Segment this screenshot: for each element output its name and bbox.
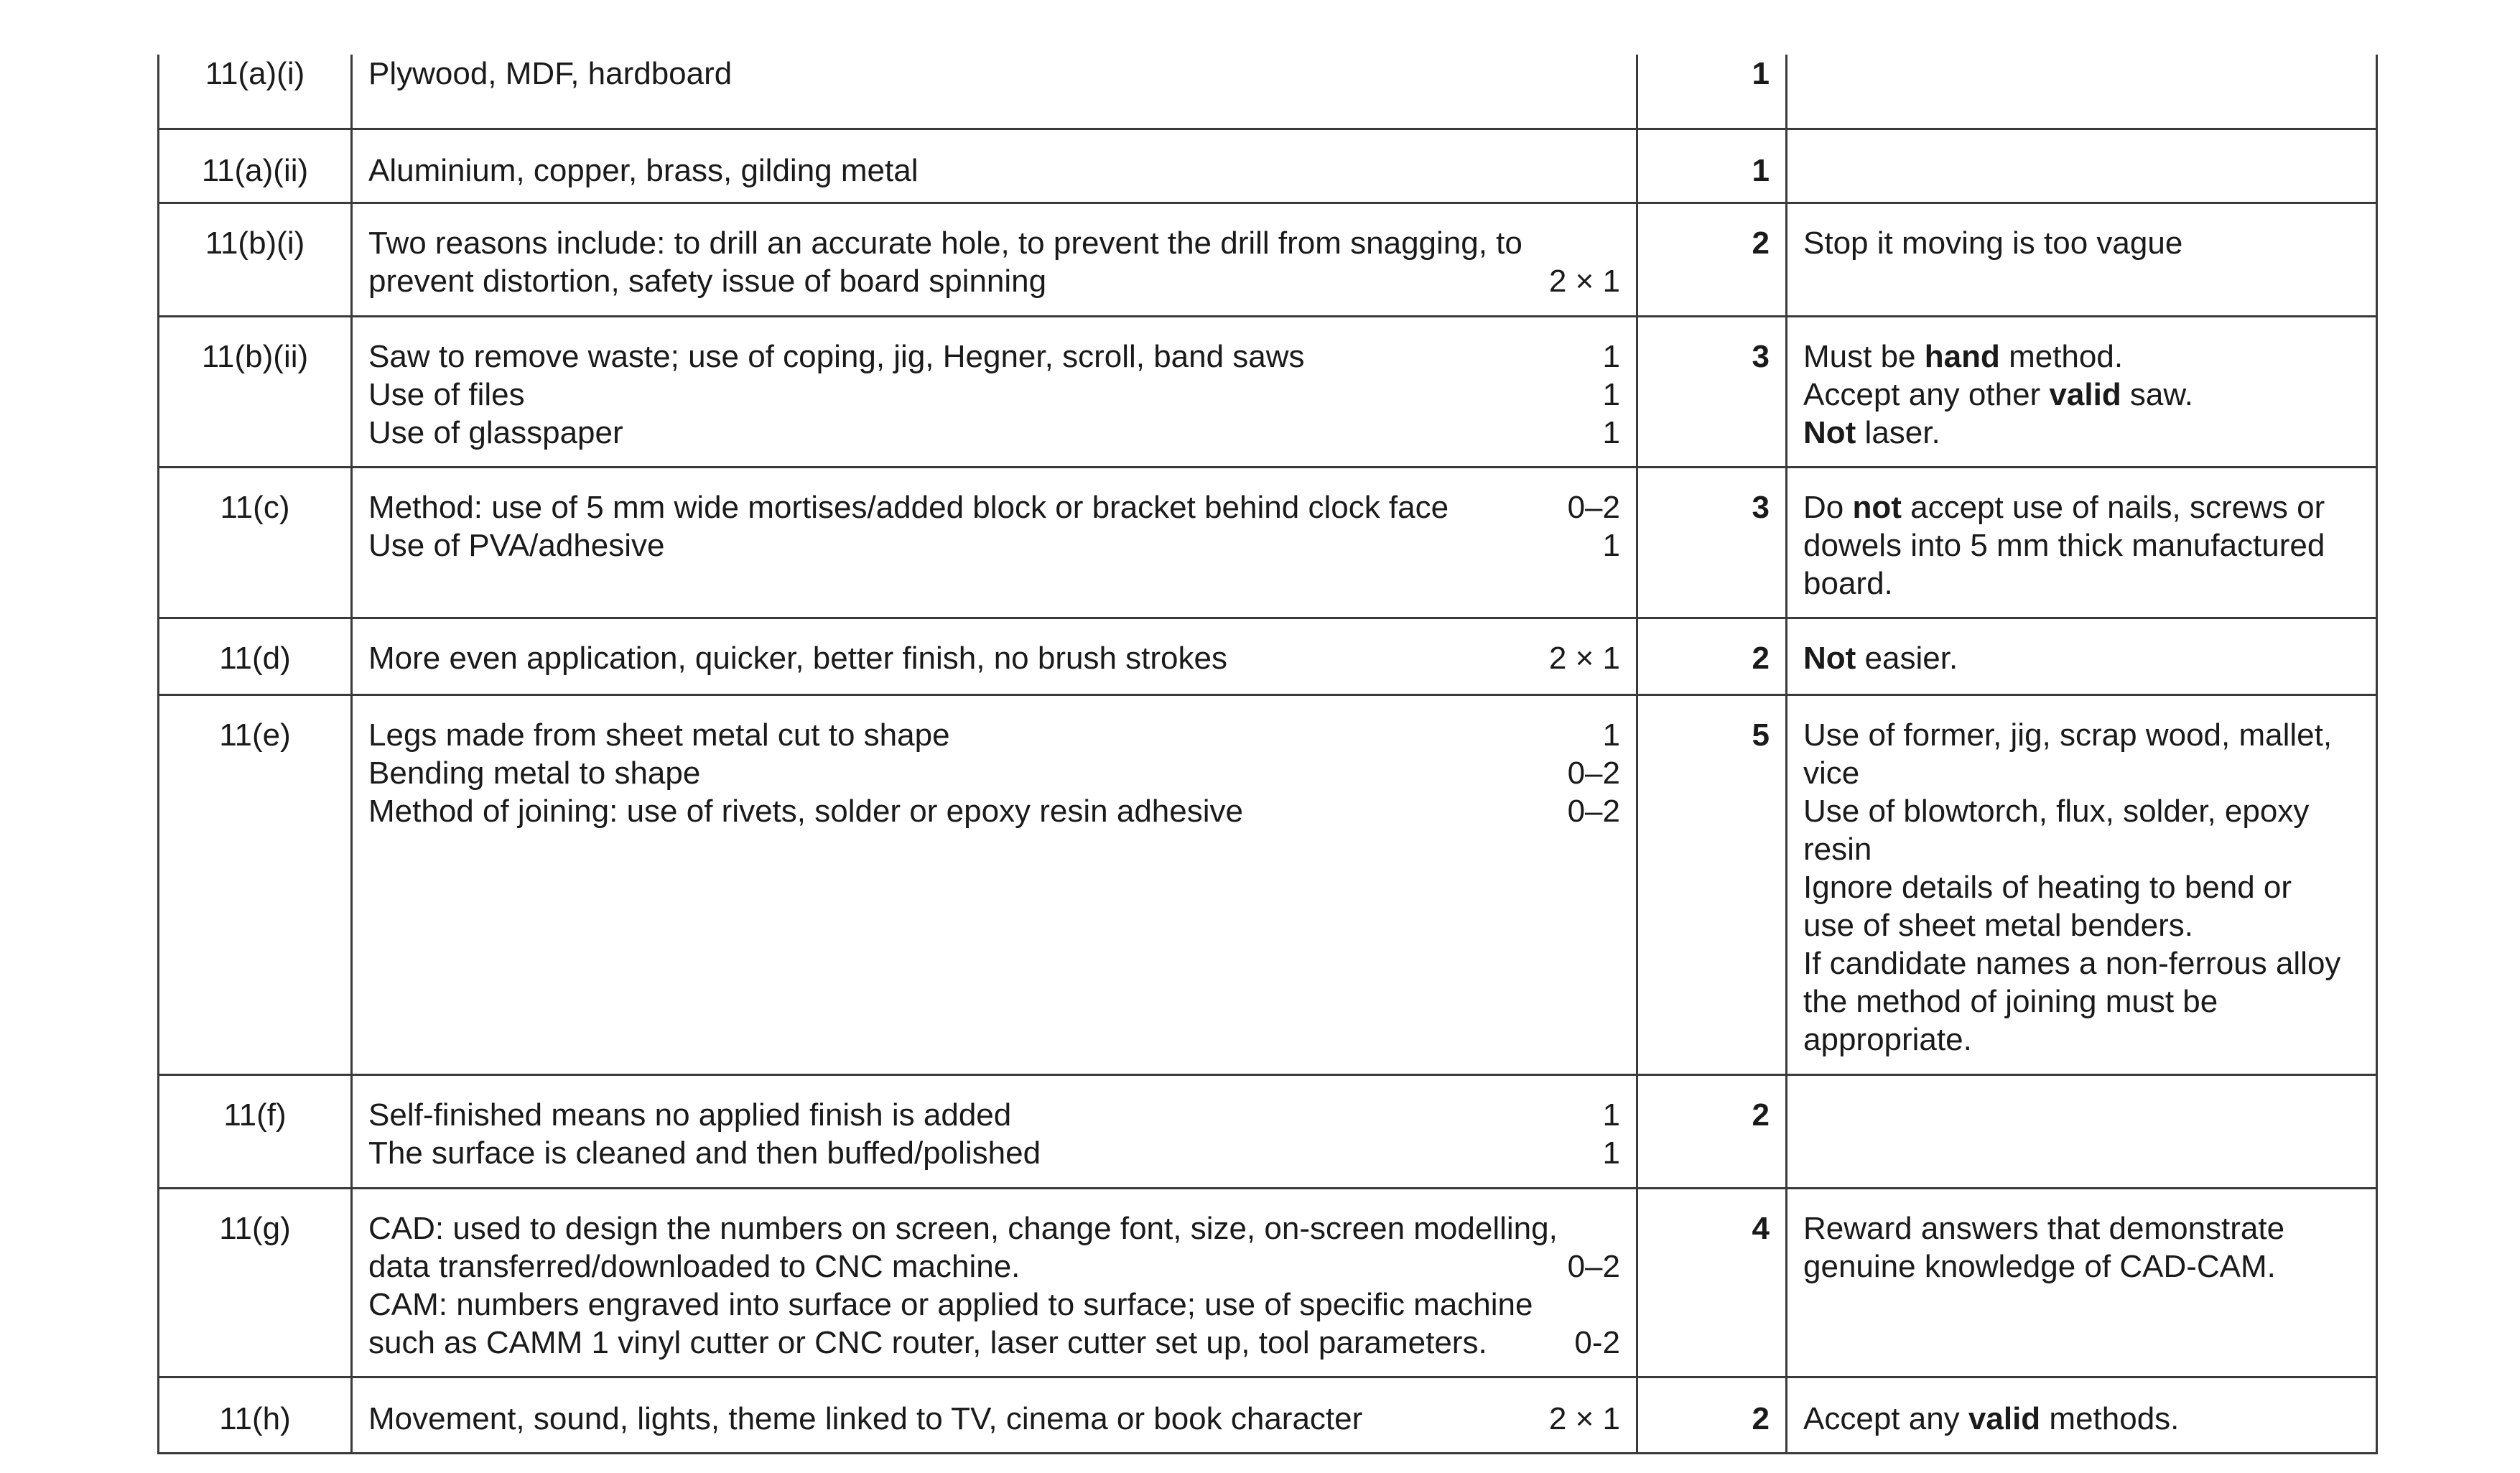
- guidance-line: [1803, 868, 2360, 906]
- answer-line: [368, 639, 1620, 677]
- guidance-cell: [1787, 1377, 2377, 1453]
- answer-text: CAD: used to design the numbers on screen, change font, size, on-screen modelling,: [368, 1210, 1558, 1246]
- answer-cell: [352, 129, 1637, 203]
- guidance-text: dowels into 5 mm thick manufactured: [1803, 527, 2325, 563]
- guidance-line: [1803, 338, 2360, 376]
- answer-line: [368, 1247, 1620, 1286]
- marks-cell: 2: [1637, 1377, 1787, 1453]
- guidance-line: [1803, 754, 2360, 792]
- answer-line: [368, 262, 1620, 300]
- answer-cell: [352, 694, 1637, 1074]
- guidance-line: [1803, 982, 2360, 1021]
- guidance-cell: [1787, 129, 2377, 203]
- answer-text: The surface is cleaned and then buffed/polished: [368, 1135, 1041, 1171]
- table-row: [159, 1074, 2377, 1188]
- guidance-text: board.: [1803, 565, 1893, 601]
- guidance-text: Accept any: [1803, 1400, 1968, 1436]
- guidance-emphasis: valid: [1968, 1400, 2041, 1436]
- answer-cell: [352, 1188, 1637, 1377]
- answer-text: Use of PVA/adhesive: [368, 527, 665, 563]
- answer-mark: 2 × 1: [1548, 263, 1620, 299]
- guidance-line: [1803, 224, 2360, 262]
- answer-text: Bending metal to shape: [368, 755, 701, 791]
- answer-text: such as CAMM 1 vinyl cutter or CNC router, laser cutter set up, tool parameters.: [368, 1324, 1487, 1360]
- guidance-line: [1803, 414, 2360, 452]
- guidance-text: method.: [1999, 338, 2124, 374]
- guidance-text: Must be: [1803, 338, 1925, 374]
- answer-mark: 1: [1602, 717, 1620, 753]
- marks-cell: 4: [1637, 1188, 1787, 1377]
- question-number: 11(h): [159, 1377, 352, 1453]
- answer-mark: 1: [1602, 414, 1620, 450]
- marks-cell: 1: [1637, 129, 1787, 203]
- guidance-cell: [1787, 1188, 2377, 1377]
- answer-cell: [352, 618, 1637, 694]
- guidance-line: [1803, 376, 2360, 414]
- answer-line: [368, 716, 1620, 754]
- guidance-text: Use of blowtorch, flux, solder, epoxy: [1803, 793, 2310, 829]
- guidance-text: laser.: [1856, 414, 1940, 450]
- guidance-cell: [1787, 694, 2377, 1074]
- table-row: [159, 1188, 2377, 1377]
- mark-scheme-table: [157, 55, 2378, 1454]
- answer-text: CAM: numbers engraved into surface or applied to surface; use of specific machine: [368, 1286, 1533, 1322]
- answer-line: [368, 792, 1620, 830]
- guidance-line: [1803, 526, 2360, 564]
- guidance-line: [1803, 1247, 2360, 1286]
- guidance-emphasis: hand: [1924, 338, 2000, 374]
- answer-text: Legs made from sheet metal cut to shape: [368, 717, 950, 753]
- marks-cell: 2: [1637, 1074, 1787, 1188]
- guidance-text: Do: [1803, 489, 1853, 525]
- answer-line: [368, 526, 1620, 564]
- answer-cell: [352, 1074, 1637, 1188]
- guidance-emphasis: valid: [2049, 376, 2121, 412]
- answer-mark: 2 × 1: [1548, 1400, 1620, 1436]
- question-number: 11(g): [159, 1188, 352, 1377]
- answer-mark: 2 × 1: [1548, 640, 1620, 676]
- answer-cell: [352, 1377, 1637, 1453]
- guidance-cell: [1787, 316, 2377, 467]
- guidance-text: resin: [1803, 831, 1872, 867]
- guidance-text: Reward answers that demonstrate: [1803, 1210, 2285, 1246]
- answer-mark: 1: [1602, 338, 1620, 374]
- guidance-text: saw.: [2121, 376, 2193, 412]
- guidance-text: accept use of nails, screws or: [1901, 489, 2325, 525]
- guidance-text: the method of joining must be: [1803, 983, 2218, 1019]
- answer-mark: 1: [1602, 1135, 1620, 1171]
- answer-mark: 0-2: [1574, 1324, 1620, 1360]
- answer-text: prevent distortion, safety issue of board spinning: [368, 263, 1047, 299]
- question-number: 11(a)(ii): [159, 129, 352, 203]
- question-number: 11(b)(i): [159, 203, 352, 316]
- mark-scheme-rows: [159, 55, 2377, 1453]
- answer-mark: 0–2: [1567, 1248, 1620, 1284]
- guidance-line: [1803, 944, 2360, 982]
- marks-cell: 2: [1637, 618, 1787, 694]
- question-number: 11(e): [159, 694, 352, 1074]
- guidance-text: methods.: [2040, 1400, 2180, 1436]
- guidance-cell: [1787, 55, 2377, 129]
- answer-text: Saw to remove waste; use of coping, jig, Hegner, scroll, band saws: [368, 338, 1305, 374]
- guidance-text: easier.: [1856, 640, 1958, 676]
- table-row: [159, 203, 2377, 316]
- table-row: [159, 467, 2377, 618]
- answer-text: data transferred/downloaded to CNC machine.: [368, 1248, 1020, 1284]
- marks-cell: 5: [1637, 694, 1787, 1074]
- guidance-cell: [1787, 467, 2377, 618]
- table-row: [159, 129, 2377, 203]
- answer-line: [368, 1400, 1620, 1438]
- question-number: 11(f): [159, 1074, 352, 1188]
- answer-text: Method: use of 5 mm wide mortises/added block or bracket behind clock face: [368, 489, 1449, 525]
- answer-mark: 0–2: [1567, 489, 1620, 525]
- answer-cell: [352, 467, 1637, 618]
- answer-line: [368, 488, 1620, 526]
- answer-line: [368, 152, 1620, 190]
- answer-mark: 0–2: [1567, 755, 1620, 791]
- answer-line: [368, 376, 1620, 414]
- guidance-line: [1803, 1021, 2360, 1059]
- guidance-line: [1803, 639, 2360, 677]
- marks-cell: 1: [1637, 55, 1787, 129]
- question-number: 11(a)(i): [159, 55, 352, 129]
- table-row: [159, 618, 2377, 694]
- guidance-cell: [1787, 1074, 2377, 1188]
- guidance-emphasis: not: [1852, 489, 1902, 525]
- answer-mark: 0–2: [1567, 793, 1620, 829]
- table-row: [159, 1377, 2377, 1453]
- answer-line: [368, 414, 1620, 452]
- guidance-line: [1803, 1400, 2360, 1438]
- answer-text: Method of joining: use of rivets, solder or epoxy resin adhesive: [368, 793, 1243, 829]
- answer-text: Self-finished means no applied finish is added: [368, 1097, 1012, 1133]
- guidance-text: Ignore details of heating to bend or: [1803, 869, 2292, 905]
- guidance-line: [1803, 830, 2360, 868]
- answer-line: [368, 55, 1620, 93]
- answer-text: Two reasons include: to drill an accurate hole, to prevent the drill from snagging, to: [368, 225, 1522, 261]
- answer-text: Use of files: [368, 376, 525, 412]
- question-number: 11(b)(ii): [159, 316, 352, 467]
- guidance-line: [1803, 792, 2360, 830]
- marks-cell: 2: [1637, 203, 1787, 316]
- answer-mark: 1: [1602, 527, 1620, 563]
- answer-text: Aluminium, copper, brass, gilding metal: [368, 152, 919, 188]
- answer-line: [368, 754, 1620, 792]
- guidance-emphasis: Not: [1803, 414, 1856, 450]
- guidance-text: genuine knowledge of CAD-CAM.: [1803, 1248, 2276, 1284]
- answer-text: Plywood, MDF, hardboard: [368, 56, 733, 91]
- guidance-line: [1803, 488, 2360, 526]
- marks-cell: 3: [1637, 316, 1787, 467]
- guidance-line: [1803, 716, 2360, 754]
- guidance-cell: [1787, 203, 2377, 316]
- answer-line: [368, 338, 1620, 376]
- answer-mark: 1: [1602, 1097, 1620, 1133]
- guidance-text: Use of former, jig, scrap wood, mallet,: [1803, 717, 2333, 753]
- answer-cell: [352, 55, 1637, 129]
- guidance-line: [1803, 564, 2360, 603]
- marks-cell: 3: [1637, 467, 1787, 618]
- guidance-text: use of sheet metal benders.: [1803, 907, 2193, 943]
- guidance-text: appropriate.: [1803, 1021, 1972, 1057]
- answer-line: [368, 1286, 1620, 1324]
- guidance-text: Accept any other: [1803, 376, 2050, 412]
- guidance-emphasis: Not: [1803, 640, 1856, 676]
- answer-line: [368, 1096, 1620, 1134]
- answer-line: [368, 224, 1620, 262]
- guidance-text: Stop it moving is too vague: [1803, 225, 2183, 261]
- answer-mark: 1: [1602, 376, 1620, 412]
- table-row: [159, 55, 2377, 129]
- guidance-line: [1803, 906, 2360, 944]
- table-row: [159, 694, 2377, 1074]
- answer-text: Use of glasspaper: [368, 414, 623, 450]
- guidance-line: [1803, 1209, 2360, 1247]
- guidance-text: If candidate names a non-ferrous alloy: [1803, 945, 2341, 981]
- answer-text: More even application, quicker, better finish, no brush strokes: [368, 640, 1227, 676]
- answer-cell: [352, 203, 1637, 316]
- table-row: [159, 316, 2377, 467]
- question-number: 11(c): [159, 467, 352, 618]
- guidance-text: vice: [1803, 755, 1860, 791]
- answer-text: Movement, sound, lights, theme linked to TV, cinema or book character: [368, 1400, 1363, 1436]
- answer-cell: [352, 316, 1637, 467]
- answer-line: [368, 1209, 1620, 1247]
- question-number: 11(d): [159, 618, 352, 694]
- guidance-cell: [1787, 618, 2377, 694]
- answer-line: [368, 1134, 1620, 1172]
- answer-line: [368, 1324, 1620, 1362]
